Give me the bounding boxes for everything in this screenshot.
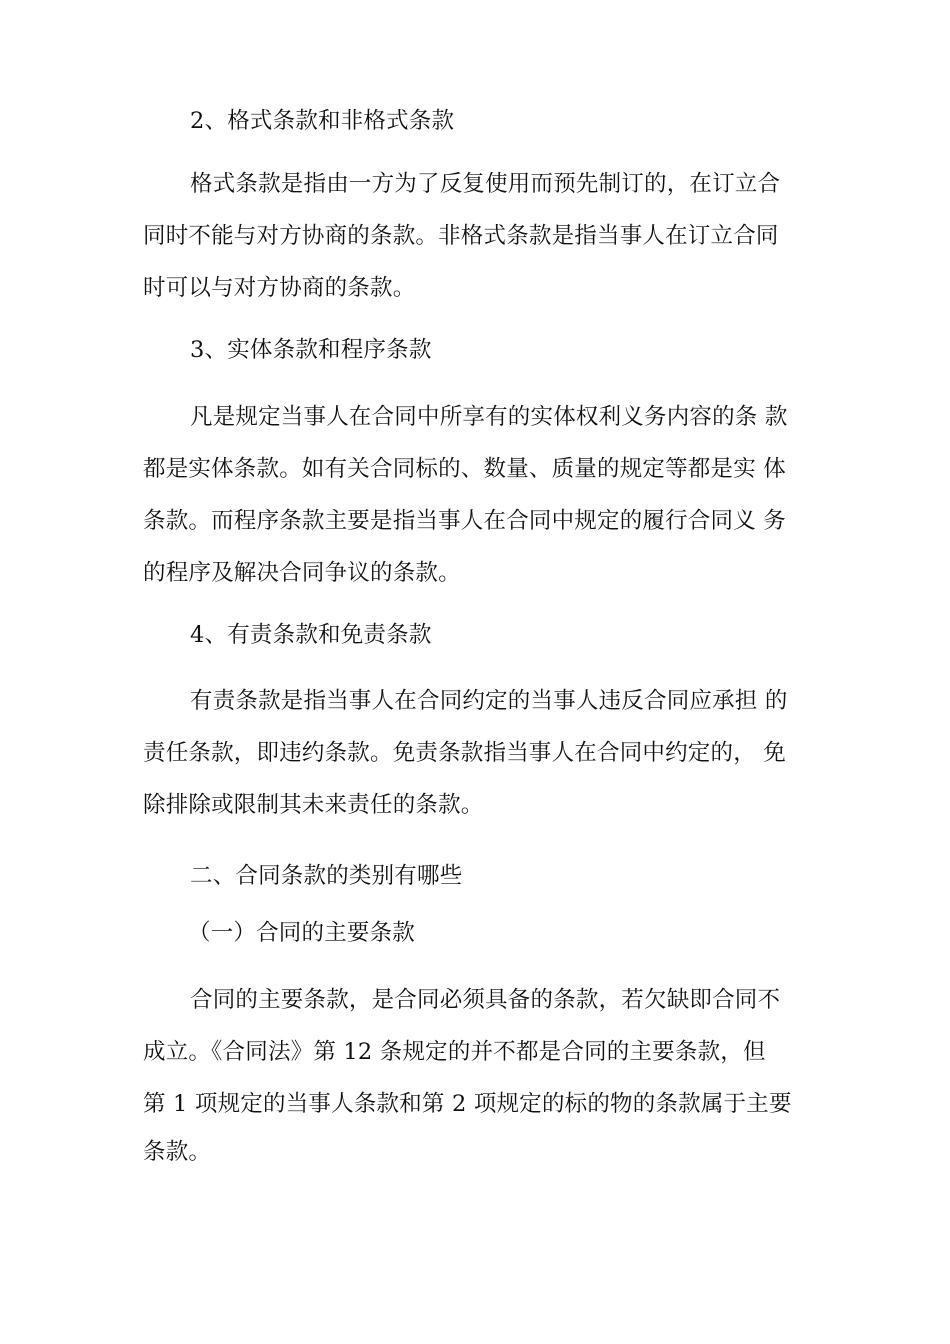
paragraph-line: 都是实体条款。如有关合同标的、数量、质量的规定等都是实 体 [143, 456, 786, 482]
paragraph-line: 时可以与对方协商的条款。 [143, 275, 416, 301]
paragraph-line: 同时不能与对方协商的条款。非格式条款是指当事人在订立合同 [143, 223, 779, 249]
paragraph-line: 除排除或限制其未来责任的条款。 [143, 792, 484, 818]
part-heading-clause-categories: 二、合同条款的类别有哪些 [190, 863, 463, 889]
paragraph-line: 的程序及解决合同争议的条款。 [143, 560, 461, 586]
section-heading-format-clauses: 2、格式条款和非格式条款 [190, 108, 455, 134]
paragraph-line: 第 1 项规定的当事人条款和第 2 项规定的标的物的条款属于主要 [143, 1091, 792, 1117]
section-heading-substantive-procedural: 3、实体条款和程序条款 [190, 337, 432, 363]
paragraph-line: 格式条款是指由一方为了反复使用而预先制订的，在订立合 [190, 171, 781, 197]
paragraph-line: 有责条款是指当事人在合同约定的当事人违反合同应承担 的 [190, 688, 788, 714]
paragraph-line: 条款。 [143, 1139, 212, 1165]
paragraph-line: 责任条款，即违约条款。免责条款指当事人在合同中约定的， 免 [143, 740, 786, 766]
subheading-main-clauses: （一）合同的主要条款 [188, 920, 416, 946]
paragraph-line: 合同的主要条款，是合同必须具备的条款，若欠缺即合同不 [190, 987, 781, 1013]
section-heading-liability-exemption: 4、有责条款和免责条款 [190, 622, 432, 648]
paragraph-line: 凡是规定当事人在合同中所享有的实体权利义务内容的条 款 [190, 404, 788, 430]
paragraph-line: 条款。而程序条款主要是指当事人在合同中规定的履行合同义 务 [143, 508, 786, 534]
paragraph-line: 成立。《合同法》第 12 条规定的并不都是合同的主要条款，但 [143, 1039, 766, 1065]
